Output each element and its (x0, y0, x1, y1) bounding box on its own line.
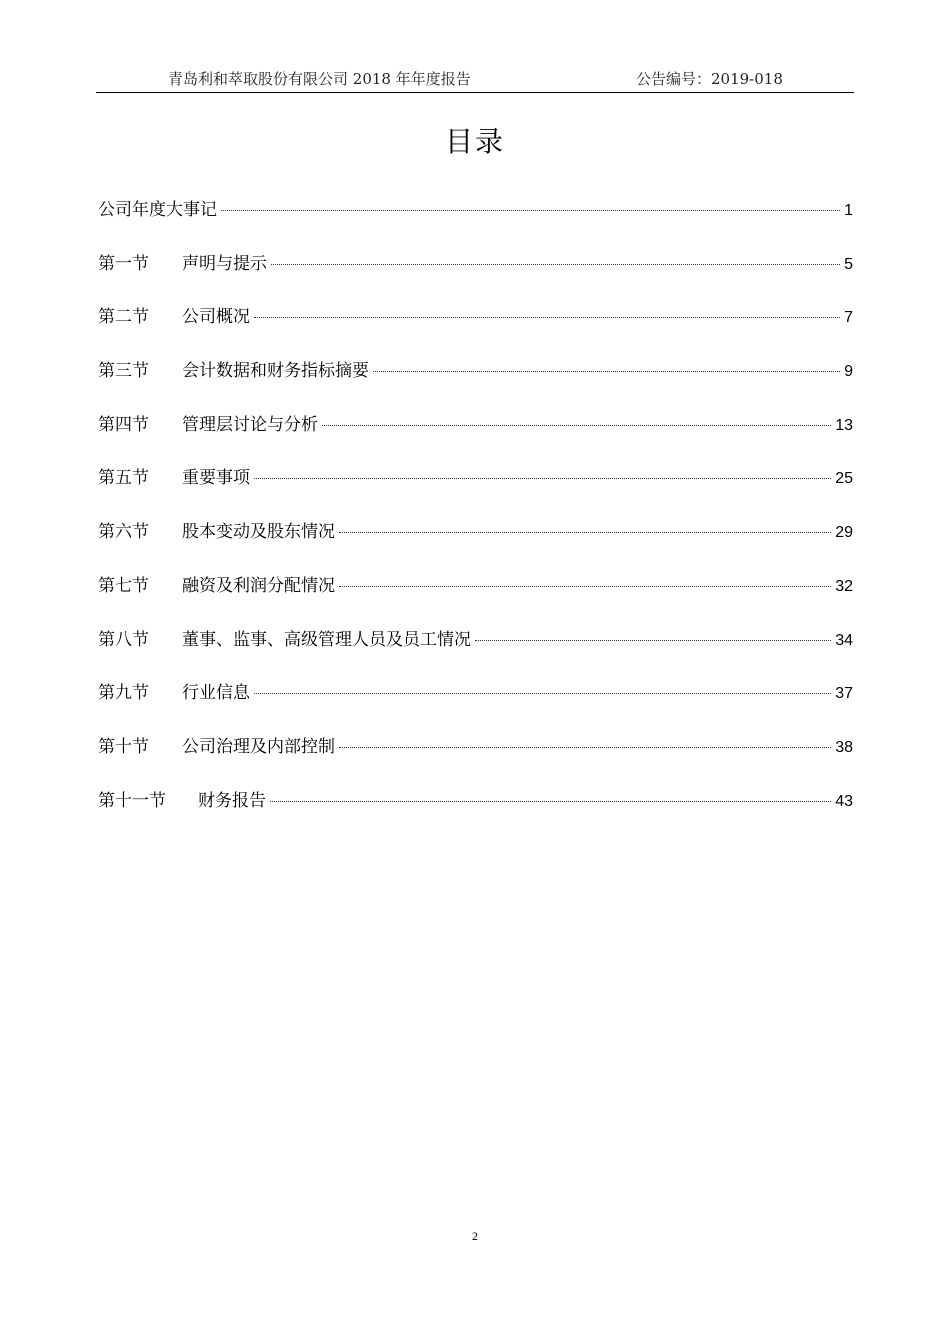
toc-entry-name: 会计数据和财务指标摘要 (182, 361, 369, 382)
toc-entry-section-1[interactable] (98, 249, 853, 303)
toc-entry-section-3[interactable] (98, 356, 853, 410)
report-title: 青岛利和萃取股份有限公司 2018 年年度报告 (168, 70, 471, 88)
page-header (96, 66, 854, 93)
toc-entry-section-6[interactable] (98, 517, 853, 571)
toc-entry-section-2[interactable] (98, 302, 853, 356)
toc-entry-page: 1 (844, 202, 853, 219)
toc-entry-name: 董事、监事、高级管理人员及员工情况 (182, 629, 471, 650)
dot-leader (254, 478, 831, 479)
toc-entry-section-10[interactable] (98, 732, 853, 786)
dot-leader (339, 532, 831, 533)
toc-entry-section: 第一节 (98, 253, 149, 274)
dot-leader (271, 264, 840, 265)
notice-number: 公告编号：2019-018 (636, 70, 783, 88)
toc-entry-name: 公司概况 (182, 307, 250, 328)
toc-entry-section: 第二节 (98, 307, 149, 328)
toc-entry-section-5[interactable] (98, 463, 853, 517)
table-of-contents (98, 195, 853, 839)
toc-entry-milestones[interactable] (98, 195, 853, 249)
toc-entry-section: 第十一节 (98, 790, 166, 811)
toc-entry-section-4[interactable] (98, 410, 853, 464)
toc-title: 目录 (444, 125, 505, 158)
toc-entry-name: 管理层讨论与分析 (182, 414, 318, 435)
toc-entry-section: 第九节 (98, 683, 149, 704)
toc-entry-page: 25 (835, 470, 853, 488)
toc-entry-section-9[interactable] (98, 678, 853, 732)
dot-leader (339, 586, 831, 587)
dot-leader (221, 210, 840, 211)
dot-leader (373, 371, 840, 372)
dot-leader (322, 425, 831, 426)
toc-entry-page: 37 (835, 685, 853, 703)
toc-entry-page: 13 (835, 416, 853, 434)
dot-leader (475, 640, 831, 641)
toc-entry-page: 29 (835, 524, 853, 542)
toc-entry-name: 财务报告 (198, 790, 266, 811)
toc-entry-page: 7 (844, 309, 853, 327)
toc-entry-name: 重要事项 (182, 468, 250, 489)
toc-entry-section: 第七节 (98, 575, 149, 596)
toc-entry-name: 公司治理及内部控制 (182, 736, 335, 757)
toc-entry-page: 34 (835, 631, 853, 649)
toc-entry-section-7[interactable] (98, 571, 853, 625)
toc-entry-section: 第三节 (98, 361, 149, 382)
toc-entry-page: 5 (844, 255, 853, 273)
toc-entry-section: 第四节 (98, 414, 149, 435)
toc-entry-page: 32 (835, 577, 853, 595)
dot-leader (254, 317, 840, 318)
toc-entry-section: 第五节 (98, 468, 149, 489)
toc-entry-name: 行业信息 (182, 683, 250, 704)
toc-entry-section-8[interactable] (98, 625, 853, 679)
toc-entry-page: 9 (844, 363, 853, 381)
toc-entry-page: 43 (835, 792, 853, 810)
page-number: 2 (472, 1229, 478, 1243)
toc-entry-section: 第八节 (98, 629, 149, 650)
dot-leader (270, 801, 831, 802)
toc-entry-name: 公司年度大事记 (98, 200, 217, 220)
toc-entry-section: 第六节 (98, 522, 149, 543)
dot-leader (339, 747, 831, 748)
toc-entry-section: 第十节 (98, 736, 149, 757)
toc-entry-name: 声明与提示 (182, 253, 267, 274)
toc-entry-name: 股本变动及股东情况 (182, 522, 335, 543)
dot-leader (254, 693, 831, 694)
toc-entry-page: 38 (835, 738, 853, 756)
toc-entry-section-11[interactable] (98, 786, 853, 840)
toc-entry-name: 融资及利润分配情况 (182, 575, 335, 596)
